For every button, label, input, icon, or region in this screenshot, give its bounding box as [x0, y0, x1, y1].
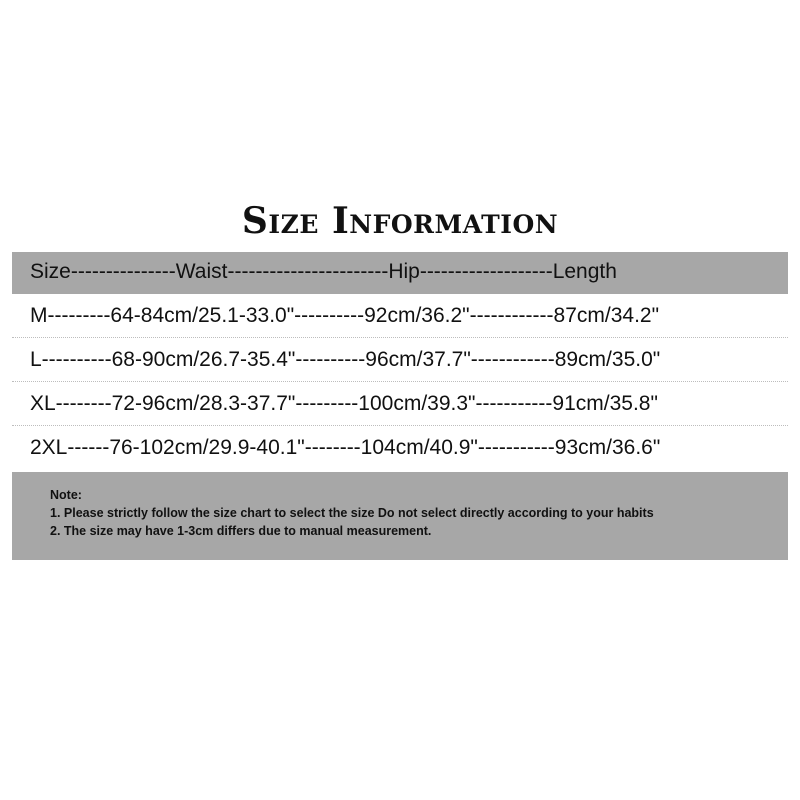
note-line-2: 2. The size may have 1-3cm differs due to manual measurement. [50, 524, 432, 538]
note-line-1: 1. Please strictly follow the size chart to select the size Do not select directly according to your habits [50, 506, 654, 520]
page-title: Size Information [241, 200, 559, 242]
note-box [12, 472, 788, 560]
size-row-m: M---------64-84cm/25.1-33.0"----------92cm/36.2"------------87cm/34.2" [12, 294, 788, 338]
size-row-l: L----------68-90cm/26.7-35.4"----------96cm/37.7"------------89cm/35.0" [12, 338, 788, 382]
size-table-header: Size---------------Waist-----------------------Hip-------------------Length [12, 252, 788, 294]
size-table [12, 252, 788, 470]
size-row-xl: XL--------72-96cm/28.3-37.7"---------100cm/39.3"-----------91cm/35.8" [12, 382, 788, 426]
note-heading: Note: [50, 488, 82, 502]
size-row-2xl: 2XL------76-102cm/29.9-40.1"--------104cm/40.9"-----------93cm/36.6" [30, 436, 661, 459]
